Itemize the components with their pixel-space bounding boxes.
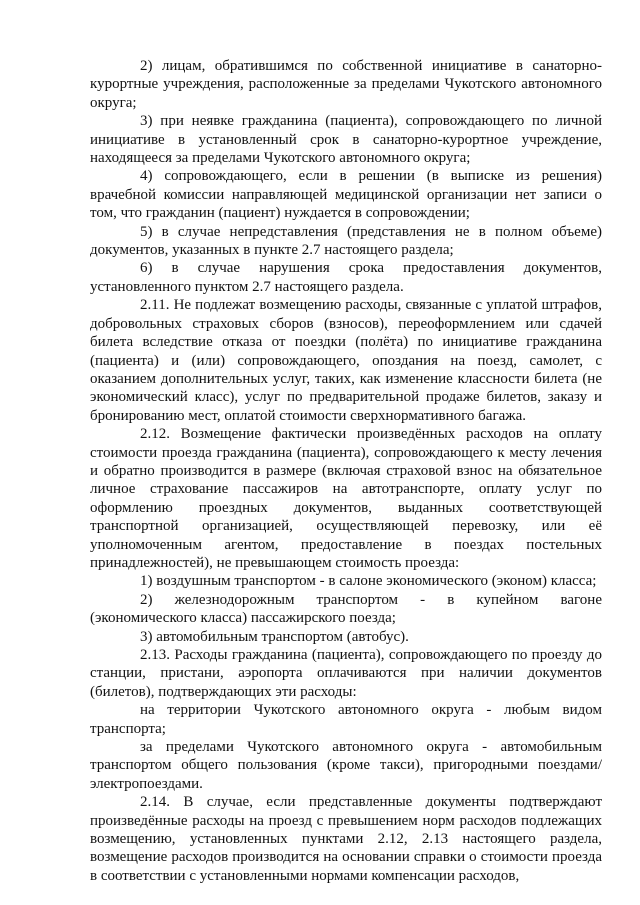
transport-item-2: 2) железнодорожным транспортом - в купейном вагоне (экономического класса) пассажирского поезда; bbox=[90, 591, 602, 627]
list-item-4: 4) сопровождающего, если в решении (в выписке из решения) врачебной комиссии направляющей медицинской организации нет записи о том, что гражданин (пациент) нуждается в сопровождении; bbox=[90, 168, 602, 222]
transport-item-1: 1) воздушным транспортом - в салоне экономического (эконом) класса; bbox=[140, 573, 597, 590]
clause-2-13: 2.13. Расходы гражданина (пациента), сопровождающего по проезду до станции, пристани, аэропорта оплачиваются при наличии документов (билетов), подтверждающих эти расходы: bbox=[90, 647, 602, 700]
list-item-5: 5) в случае непредставления (представления не в полном объеме) документов, указанных в пункте 2.7 настоящего раздела; bbox=[90, 223, 602, 259]
list-item-2: 2) лицам, обратившимся по собственной инициативе в санаторно-курортные учреждения, расположенные за пределами Чукотского автономного округа; bbox=[90, 58, 602, 111]
territory-outside-item: за пределами Чукотского автономного округа - автомобильным транспортом общего пользования (кроме такси), пригородными поездами/электропоездами. bbox=[90, 739, 602, 792]
list-item-6: 6) в случае нарушения срока предоставления документов, установленного пунктом 2.7 настоящего раздела. bbox=[90, 260, 602, 295]
clause-2-14: 2.14. В случае, если представленные документы подтверждают произведённые расходы на проезд с превышением норм расходов подлежащих возмещению, установленных пунктами 2.12, 2.13 настоящего раздела, возмещение расходов производится на основании справки о стоимости проезда в соответствии с установленными нормами компенсации расходов, bbox=[90, 794, 602, 884]
clause-2-11: 2.11. Не подлежат возмещению расходы, связанные с уплатой штрафов, добровольных страховых сборов (взносов), переоформлением или сдачей билета вследствие отказа от поездки (полёта) по инициативе гражданина (пациента) и (или) сопровождающего, опоздания на поезд, самолет, с оказанием дополнительных услуг, таких, как изменение классности билета (не экономический класс), услуг по предварительной продаже билетов, заказу и бронированию мест, оплатой стоимости сверхнормативного багажа. bbox=[90, 297, 602, 424]
list-item-3: 3) при неявке гражданина (пациента), сопровождающего по личной инициативе в установленный срок в санаторно-курортное учреждение, находящееся за пределами Чукотского автономного округа; bbox=[90, 113, 602, 167]
document-page bbox=[90, 57, 602, 885]
territory-within-item: на территории Чукотского автономного округа - любым видом транспорта; bbox=[90, 702, 602, 737]
transport-item-3: 3) автомобильным транспортом (автобус). bbox=[140, 628, 409, 645]
clause-2-12: 2.12. Возмещение фактически произведённых расходов на оплату стоимости проезда гражданина (пациента), сопровождающего к месту лечения и обратно производится в размере (включая страховой взнос на обязательное личное страхование пассажиров на автотранспорте, оплату услуг по оформлению проездных документов, выданных соответствующей транспортной организацией, осуществляющей перевозку, или её уполномоченным агентом, предоставление в поездах постельных принадлежностей), не превышающем стоимость проезда: bbox=[90, 426, 602, 571]
